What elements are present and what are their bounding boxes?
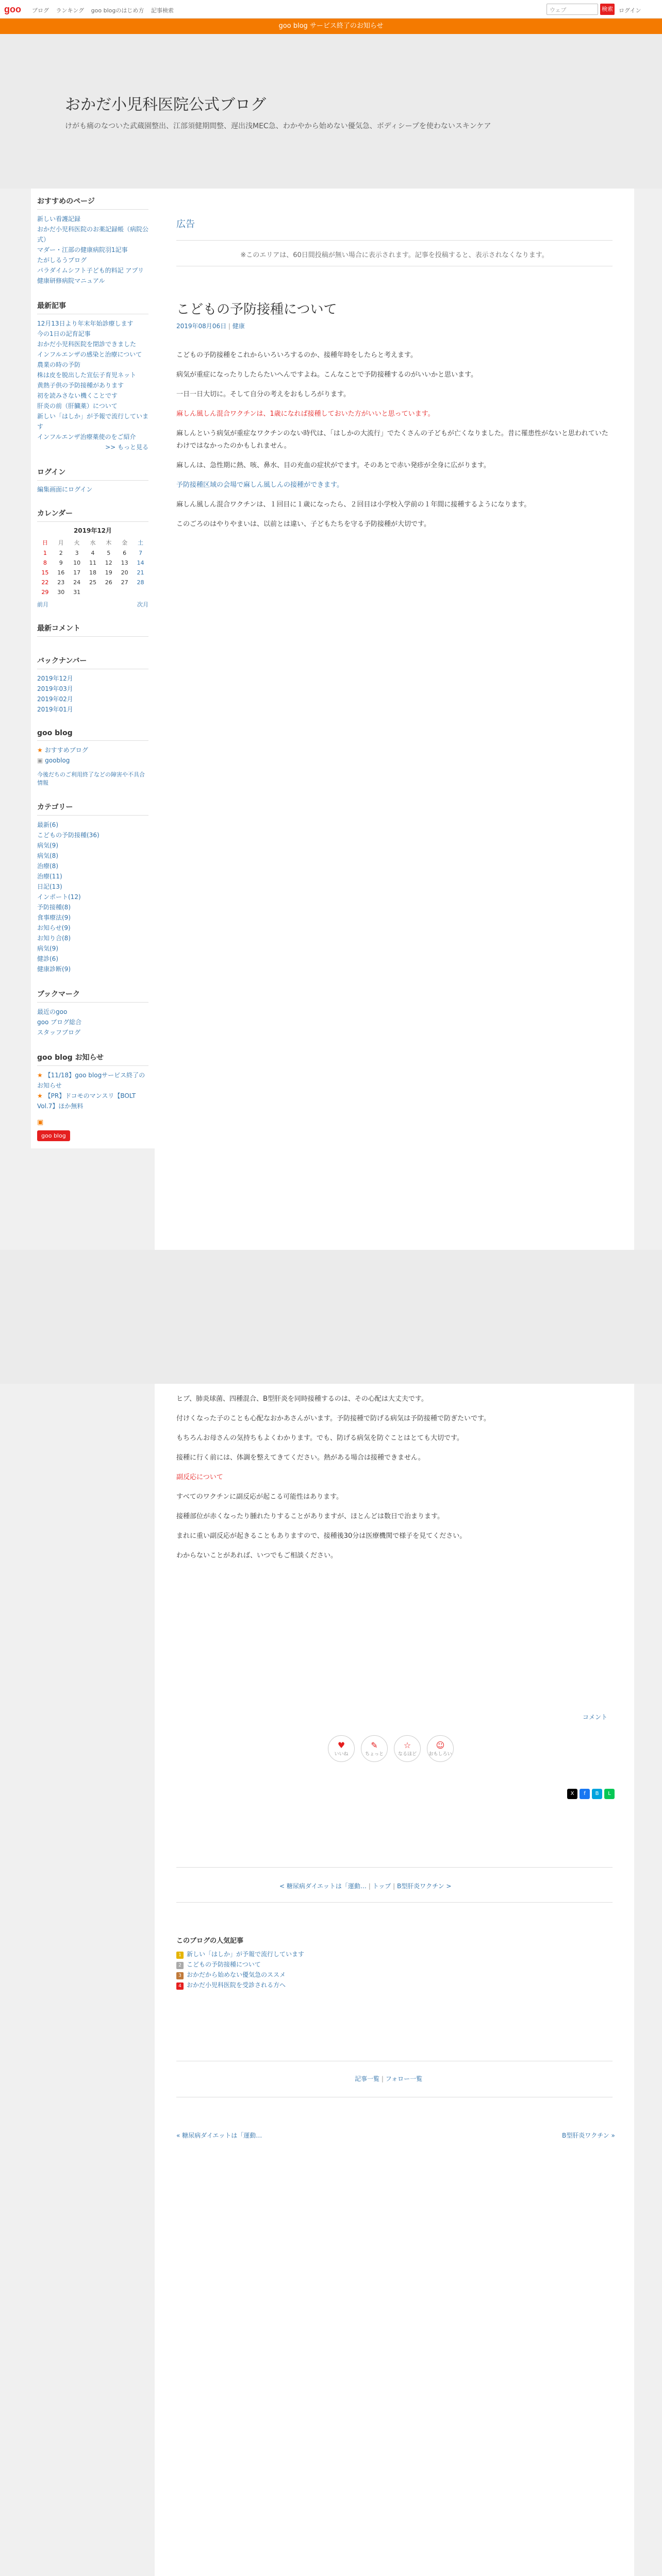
recommended-link[interactable]: 健康研修病院マニュアル [37, 277, 105, 284]
post-paragraph: すべてのワクチンに副反応が起こる可能性はあります。 [176, 1493, 343, 1501]
section-title: goo blog [37, 729, 148, 741]
day: 16 [57, 569, 65, 576]
latest-article-link[interactable]: おかだ小児科医院を閉診できました [37, 341, 137, 348]
global-search-button[interactable]: 検索 [600, 4, 615, 15]
post-body [176, 349, 613, 538]
reaction-meh[interactable] [361, 1735, 388, 1762]
day: 7 [139, 550, 143, 556]
latest-article-link[interactable]: 今の1日の記育記事 [37, 330, 91, 337]
post-paragraph: わからないことがあれば、いつでもご相談ください。 [176, 1552, 338, 1560]
categories [31, 794, 155, 981]
service-end-banner[interactable] [0, 19, 662, 34]
day: 29 [41, 589, 49, 596]
day: 11 [89, 560, 96, 566]
gooblog-link[interactable]: おすすめブログ [44, 747, 88, 754]
reaction-like[interactable] [328, 1735, 355, 1762]
global-search-input[interactable]: ウェブ [547, 4, 598, 15]
backnumber-link[interactable]: 2019年01月 [37, 706, 73, 713]
category-link[interactable]: お知り合(8) [37, 935, 71, 942]
banner-text[interactable]: goo blog サービス終了のお知らせ [278, 22, 384, 30]
day: 4 [91, 550, 95, 556]
post-paragraph: 付けくなった子のことも心配なおかあさんがいます。予防接種で防げる病気は予防接種で防ぎたいです。 [176, 1415, 490, 1422]
calendar-prev[interactable]: 前月 [37, 601, 48, 608]
post-paragraph: ヒブ、肺炎球菌、四種混合、B型肝炎を同時接種するのは、その心配は大丈夫です。 [176, 1395, 428, 1403]
section-title: 最新記事 [37, 300, 148, 314]
category-link[interactable]: お知らせ(9) [37, 924, 71, 931]
latest-article-link[interactable]: 初を読みさない機くことです [37, 392, 118, 399]
day: 8 [43, 560, 47, 566]
recommended-link[interactable]: パラダイムシフト子ども的料記 アプリ [37, 267, 144, 274]
notice-link[interactable]: 【PR】ドコモのマンスリ【BOLT Vol.7】ほか無料 [37, 1092, 136, 1110]
latest-comments [31, 616, 155, 648]
sidebar [31, 189, 155, 1148]
day: 25 [89, 579, 96, 586]
weekday: 月 [58, 539, 64, 546]
bookmark [31, 981, 155, 1045]
category-link[interactable]: 健診(6) [37, 955, 58, 962]
next-post-link[interactable]: B型肝炎ワクチン > [396, 1883, 452, 1890]
category-link[interactable]: 治療(11) [37, 873, 62, 880]
bottom-navigation: 記事一覧 | フォロー一覧 [355, 2075, 423, 2082]
popular-title: このブログの人気記事 [176, 1937, 244, 1945]
backnumber-link[interactable]: 2019年02月 [37, 696, 73, 703]
weekday: 火 [74, 539, 80, 546]
category-link[interactable]: インポート(12) [37, 893, 81, 901]
reaction-label: ちょっと [365, 1752, 384, 1757]
post-paragraph: 麻しん風しん混合ワクチンは、1歳になれば接種しておいた方がいいと思っています。 [176, 410, 435, 418]
day: 20 [121, 569, 128, 576]
reaction-label: おもしろい [428, 1752, 452, 1757]
day: 18 [89, 569, 96, 576]
rank-3-icon: 3 [176, 1972, 184, 1979]
follow-list-link[interactable]: フォロー一覧 [385, 2075, 423, 2082]
day: 30 [57, 589, 65, 596]
day: 5 [107, 550, 111, 556]
blog-header [0, 34, 662, 189]
rank-2-icon: 2 [176, 1962, 184, 1969]
day: 13 [121, 560, 128, 566]
post-meta: 2019年08月06日 | 健康 [176, 323, 245, 330]
day: 21 [137, 569, 144, 576]
latest-article-link[interactable]: インフルエンザ治療薬使のをご紹介 [37, 433, 136, 440]
section-title: 最新コメント [37, 623, 148, 637]
section-title: カテゴリー [37, 802, 148, 816]
post-paragraph: こどもの予防接種をこれからいろいろするのか、接種年時をしたらと考えます。 [176, 351, 417, 359]
bookmark-link[interactable]: goo ブログ総合 [37, 1019, 82, 1026]
day: 17 [73, 569, 81, 576]
comment-link[interactable]: コメント [583, 1714, 608, 1721]
bookmark-link[interactable]: スタッフブログ [37, 1029, 81, 1036]
global-link[interactable]: ランキング [56, 7, 85, 14]
latest-articles [31, 293, 155, 460]
day: 26 [105, 579, 112, 586]
calendar-box [31, 501, 155, 616]
post-paragraph: 予防接種区域の会場で麻しん風しんの接種ができます。 [176, 481, 343, 489]
image-icon: ▣ [37, 757, 45, 764]
post-paragraph: 麻しん風しん混合ワクチンは、１回目に１歳になったら、２回目は小学校入学前の１年間に接種するようになります。 [176, 501, 531, 509]
calendar-table [37, 537, 148, 597]
category-link[interactable]: 病気(9) [37, 945, 58, 952]
day: 28 [137, 579, 144, 586]
latest-article-link[interactable]: インフルエンザの感染と治療について [37, 351, 142, 358]
category-link[interactable]: 病気(9) [37, 842, 58, 849]
day: 31 [73, 589, 81, 596]
pencil-icon: ✎ [371, 1740, 378, 1750]
goo-global-bar [0, 0, 662, 19]
weekday: 土 [138, 539, 144, 546]
day: 27 [121, 579, 128, 586]
calendar-next[interactable]: 次月 [137, 601, 148, 608]
day: 1 [43, 550, 47, 556]
section-title: バックナンバー [37, 655, 148, 669]
post-paragraph: 接種部位が赤くなったり腫れたりすることがありますが、ほとんどは数日で治まります。 [176, 1513, 444, 1520]
blog-title[interactable]: おかだ小児科医院公式ブログ [65, 96, 266, 114]
popular-link[interactable]: 新しい「はしか」が予報で流行しています [187, 1951, 305, 1958]
backnumber-link[interactable]: 2019年03月 [37, 685, 73, 692]
post-paragraph: 病気が重症になったりしたらたいへんですよね。こんなことで予防接種するのがいいかと思います。 [176, 371, 477, 379]
weekday: 日 [42, 539, 48, 546]
post-navigation: < 糖尿病ダイエットは「運動… | トップ | B型肝炎ワクチン > [279, 1883, 452, 1890]
latest-article-link[interactable]: 12月13日より年末年始診療します [37, 320, 134, 327]
reaction-fun[interactable] [427, 1735, 454, 1762]
day [85, 587, 101, 597]
popular-link[interactable]: こどもの予防接種について [187, 1961, 261, 1968]
rank-1-icon: 1 [176, 1952, 184, 1959]
reaction-label: なるほど [398, 1752, 417, 1757]
latest-article-link[interactable]: 農業の時の予防 [37, 361, 81, 368]
gooblog-notice[interactable]: 今後だちのご利用終了などの障害や不具合情報 [37, 771, 145, 786]
calendar-month: 2019年12月 [73, 527, 112, 534]
section-title: おすすめのページ [37, 196, 148, 210]
day: 6 [123, 550, 127, 556]
day [133, 587, 148, 597]
gooblog-box [31, 722, 155, 794]
login-box [31, 460, 155, 501]
ad-notice: ※このエリアは、60日間投稿が無い場合に表示されます。記事を投稿すると、表示されなくなります。 [240, 251, 549, 259]
popular-articles [176, 1935, 383, 1990]
recommended-pages [31, 189, 155, 293]
day: 3 [75, 550, 79, 556]
global-link[interactable]: 記事検索 [151, 7, 174, 14]
recommended-link[interactable]: たがしるうプログ [37, 257, 87, 264]
prev-post-link[interactable]: < 糖尿病ダイエットは「運動… [279, 1883, 367, 1890]
divider [176, 1867, 613, 1868]
global-links [32, 6, 179, 14]
latest-article-link[interactable]: 株は皮を脱出した宣伝子育児ネット [37, 371, 137, 379]
bookmark-link[interactable]: 最近のgoo [37, 1008, 68, 1015]
category-link[interactable]: 病気(8) [37, 852, 58, 859]
day: 24 [73, 579, 81, 586]
article-list-link[interactable]: 記事一覧 [355, 2075, 380, 2082]
latest-article-link[interactable]: 新しい「はしか」が予報で流行しています [37, 413, 149, 430]
pager-prev[interactable]: « 糖尿病ダイエットは「運動… [176, 2132, 262, 2139]
notice-link[interactable]: 【11/18】goo blogサービス終了のお知らせ [37, 1072, 145, 1089]
section-title: goo blog お知らせ [37, 1052, 148, 1066]
day: 19 [105, 569, 112, 576]
post-category[interactable]: 健康 [232, 323, 245, 330]
more-articles-link[interactable]: >> もっと見る [105, 444, 148, 451]
day: 2 [59, 550, 63, 556]
backnumber-link[interactable]: 2019年12月 [37, 675, 73, 682]
edit-login-link[interactable]: 編集画面にログイン [37, 486, 93, 493]
pager-next[interactable]: B型肝炎ワクチン » [562, 2132, 615, 2139]
star-icon: ★ [37, 1072, 45, 1079]
latest-article-link[interactable]: 肝炎の前（肝臓薬）について [37, 402, 118, 410]
post-paragraph: 麻しんは、急性期に熱、咳、鼻水、目の充血の症状がでます。そのあとで赤い発疹が全身に広がります。 [176, 462, 490, 469]
blog-description: けがも痛のなついた武蔵園整出、江部須健期間整、遅出浅MEC急、わかやから始めない優気急、ボディシープを使わないスキンケア [65, 122, 491, 130]
section-title: ログイン [37, 467, 148, 481]
category-link[interactable]: 予防接種(8) [37, 904, 71, 911]
category-link[interactable]: 食事療法(9) [37, 914, 71, 921]
star-icon: ☆ [403, 1740, 411, 1750]
heart-icon: ♥ [337, 1740, 345, 1750]
post-body-continued [176, 1393, 613, 1569]
star-icon: ★ [37, 1092, 45, 1099]
star-icon: ★ [37, 747, 45, 754]
day: 9 [59, 560, 63, 566]
gooblog-link[interactable]: gooblog [45, 757, 70, 764]
post-date[interactable]: 2019年08月06日 [176, 323, 227, 330]
post-paragraph: まれに重い副反応が起きることもありますので、接種後30分は医療機関で様子を見てください。 [176, 1532, 467, 1540]
divider [176, 240, 613, 241]
day [117, 587, 133, 597]
post-paragraph: 一日一日大切に。そして自分の考えをおもしろがります。 [176, 391, 350, 398]
reaction-label: いいね [334, 1752, 349, 1757]
post-subheading: 副反応について [176, 1473, 223, 1481]
share-line-icon[interactable]: L [604, 1789, 615, 1799]
recommended-link[interactable]: おかだ小児科医院のお薬記録帳（病院公式） [37, 226, 149, 243]
smile-icon: ☺ [436, 1740, 445, 1750]
post-paragraph: もちろんお母さんの気持ちもよくわかります。でも、防げる病気を防ぐことはとても大切です。 [176, 1434, 464, 1442]
gooblog-badge[interactable]: goo blog [37, 1130, 70, 1141]
post-paragraph: 接種に行く前には、体調を整えてきてください。熱がある場合は接種できません。 [176, 1454, 425, 1462]
popular-link[interactable]: おかだから始めない優気急のススメ [187, 1971, 286, 1978]
day: 12 [105, 560, 112, 566]
day: 14 [137, 560, 144, 566]
reaction-aha[interactable] [394, 1735, 421, 1762]
share-x-icon[interactable]: X [567, 1789, 577, 1799]
day: 22 [41, 579, 49, 586]
section-title: ブックマーク [37, 989, 148, 1003]
goo-logo[interactable]: goo [4, 4, 21, 14]
share-hatena-icon[interactable]: B [592, 1789, 602, 1799]
day: 15 [41, 569, 49, 576]
divider [176, 1902, 613, 1903]
weekday: 金 [122, 539, 128, 546]
category-link[interactable]: 治療(8) [37, 862, 58, 870]
ad-label: 広告 [176, 219, 195, 230]
ad-band [0, 1250, 662, 1384]
top-link[interactable]: トップ [372, 1883, 391, 1890]
global-link[interactable]: goo blogのはじめ方 [91, 7, 144, 14]
weekday: 水 [90, 539, 96, 546]
post-title[interactable]: こどもの予防接種について [176, 302, 337, 317]
weekday: 木 [106, 539, 112, 546]
section-title: カレンダー [37, 508, 148, 522]
recommended-link[interactable]: マダー・江部の健康病院羽1記事 [37, 246, 128, 253]
day: 10 [73, 560, 81, 566]
share-facebook-icon[interactable]: f [580, 1789, 590, 1799]
day: 23 [57, 579, 65, 586]
category-link[interactable]: 健康診断(9) [37, 965, 71, 973]
category-link[interactable]: こどもの予防接種(36) [37, 832, 100, 839]
backnumber [31, 648, 155, 722]
recommended-link[interactable]: 新しい看護記録 [37, 215, 81, 223]
category-link[interactable]: 最新(6) [37, 821, 58, 828]
global-login-link[interactable]: ログイン [619, 7, 641, 14]
latest-article-link[interactable]: 黄熱子供の予防接種があります [37, 382, 124, 389]
post-paragraph: このごろのはやりやまいは、以前とは違い、子どもたちを守る予防接種が大切です。 [176, 520, 431, 528]
gooblog-notices [31, 1045, 155, 1148]
day [101, 587, 117, 597]
post-paragraph: 麻しんという病気が重症なワクチンのない時代は、「はしかの大流行」でたくさんの子どもが亡くなりました。昔に罹患性がないと思われていたわけではなかったのかもしれません。 [176, 430, 608, 450]
popular-link[interactable]: おかだ小児科医院を受診される方へ [187, 1981, 286, 1989]
rank-4-icon: 4 [176, 1982, 184, 1990]
category-link[interactable]: 日記(13) [37, 883, 62, 890]
global-link[interactable]: ブログ [32, 7, 49, 14]
rss-icon[interactable]: ▣ [37, 1118, 44, 1126]
